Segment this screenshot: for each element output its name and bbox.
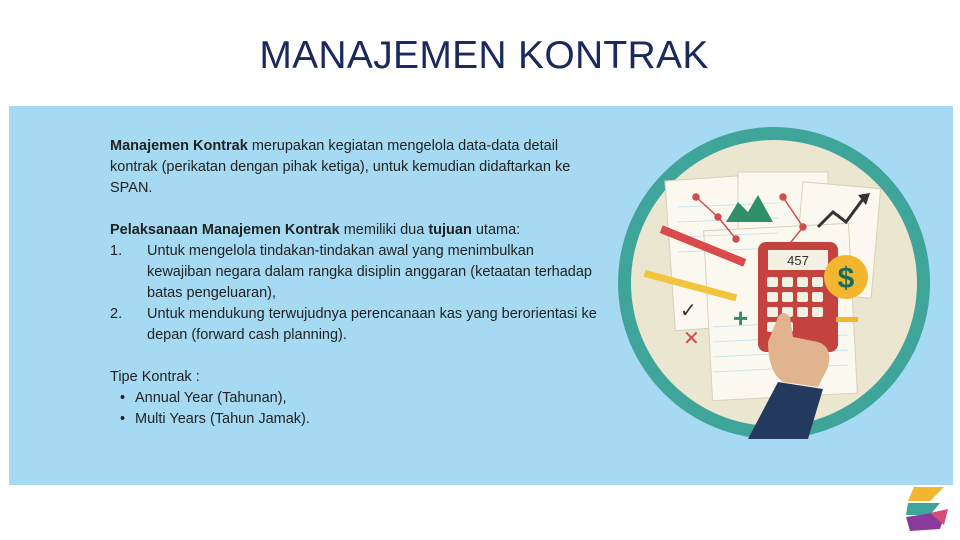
purpose-text-end: utama: [471, 222, 521, 238]
contract-illustration [618, 127, 930, 439]
definition-text: merupakan kegiatan mengelola data-data detail kontrak (perikatan dengan pihak ketiga), untuk kemudian didaftarkan ke SPAN. [110, 138, 571, 196]
tipe-text: Annual Year (Tahunan), [135, 390, 287, 406]
slide-title: MANAJEMEN KONTRAK [259, 34, 709, 77]
goal-number: 2. [110, 306, 123, 322]
tipe-text: Multi Years (Tahun Jamak). [135, 411, 310, 427]
calculator-display: 457 [787, 253, 809, 268]
tipe-heading [110, 367, 600, 388]
tipe-item [110, 409, 600, 430]
calculator-icon [758, 242, 838, 352]
content-text [110, 136, 600, 430]
dollar-symbol: $ [837, 262, 855, 295]
goal-text: Untuk mengelola tindakan-tindakan awal yang menimbulkan kewajiban negara dalam rangka disiplin anggaran (ketaatan terhadap batas pengeluaran), [147, 243, 592, 301]
purpose-text: memiliki dua [339, 222, 429, 238]
tipe-item [110, 388, 600, 409]
term-tujuan: tujuan [428, 222, 472, 238]
bullet: • [119, 390, 126, 406]
goal-item [110, 304, 600, 346]
check-icon: ✓ [680, 298, 697, 322]
logo-icon [900, 483, 956, 535]
tipe-heading-label: Tipe Kontrak : [110, 369, 200, 385]
bullet: • [119, 411, 126, 427]
term-pelaksanaan: Pelaksanaan Manajemen Kontrak [110, 222, 340, 238]
paragraph-definition [110, 136, 600, 199]
goal-text: Untuk mendukung terwujudnya perencanaan kas yang berorientasi ke depan (forward cash planning). [147, 306, 597, 343]
goal-item [110, 241, 600, 304]
cross-icon: ✕ [683, 326, 700, 350]
plus-icon: + [733, 303, 749, 333]
paragraph-purpose [110, 220, 600, 241]
goal-number: 1. [110, 243, 123, 259]
term-manajemen-kontrak: Manajemen Kontrak [110, 138, 248, 154]
